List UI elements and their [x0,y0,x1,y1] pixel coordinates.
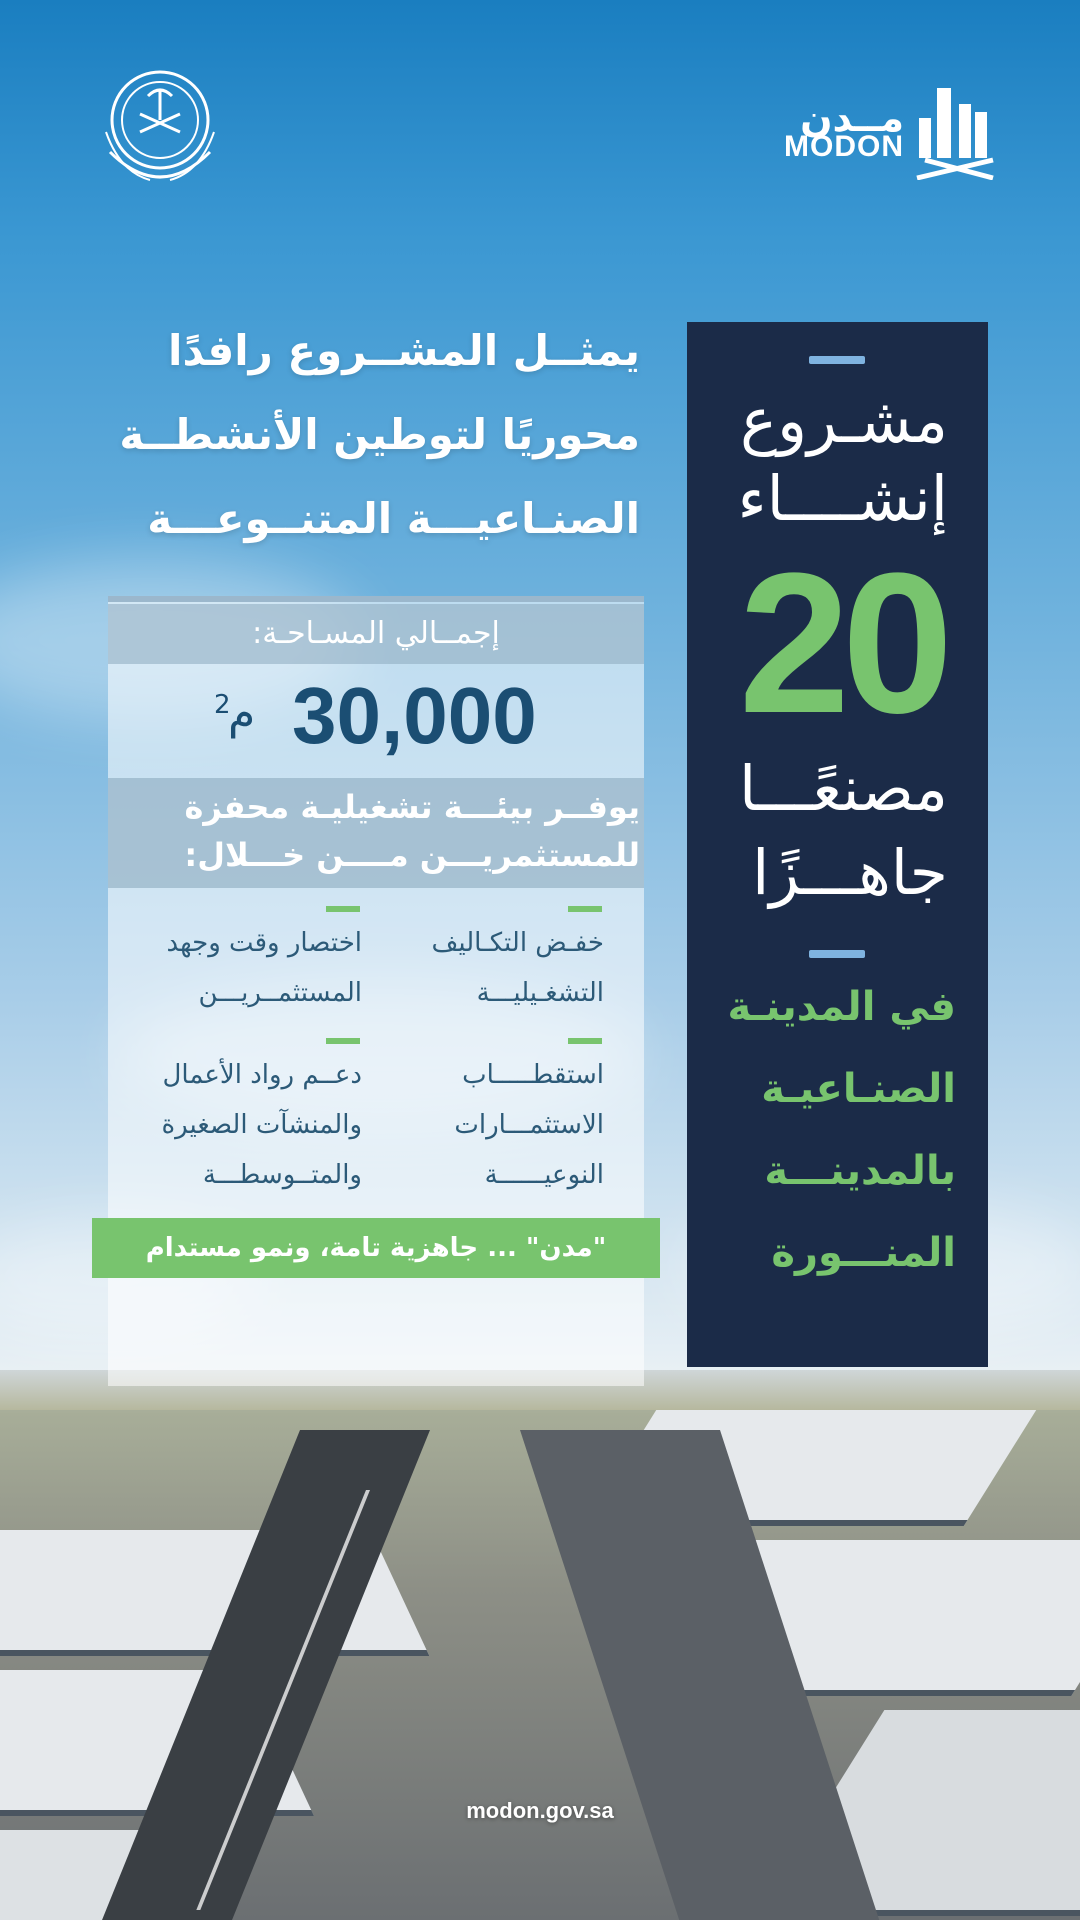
benefit-marker [326,1038,360,1044]
benefit-investment-line-2: الاستثمـــارات [454,1110,604,1140]
benefit-sme-line-3: والمتــوسطـــة [202,1160,362,1190]
modon-buildings-icon [915,78,995,180]
location-line-3: بالمدينـــة [764,1148,956,1194]
benefit-marker [568,906,602,912]
modon-logo-arabic: مــدن [800,96,904,140]
panel-divider [809,356,865,364]
panel-line-factory: مصنعًـــا [739,752,948,825]
benefit-investment-line-3: النوعيــــــة [484,1160,604,1190]
modon-logo-english: MODON [784,130,904,163]
total-area-value: 30,000 [292,671,537,760]
panel-line-project: مشـروع [740,384,948,457]
total-area-unit: م [228,688,256,739]
location-line-4: المنـــورة [771,1230,956,1276]
factory-count: 20 [738,532,946,755]
panel-line-ready: جاهـــزًا [752,836,948,909]
benefit-marker [326,906,360,912]
saudi-emblem-logo [90,62,230,192]
location-line-2: الصنـاعيـة [761,1066,956,1112]
benefit-cost-line-2: التشغـيليـــة [476,978,604,1008]
benefit-cost-line-1: خفـض التكـاليف [431,928,604,958]
panel-line-build: إنشــــاء [737,462,948,535]
slogan-banner: "مدن" ... جاهزية تامة، ونمو مستدام [92,1218,660,1278]
aerial-photo [0,1370,1080,1920]
headline-line-2: محوريًا لتوطين الأنشطــة [119,410,640,459]
headline-line-3: الصنـاعيـــة المتنــوعـــة [147,494,640,543]
benefit-time-line-2: المستثمــريـــن [198,978,362,1008]
benefit-time-line-1: اختصار وقت وجهد [166,928,362,958]
benefit-sme-line-1: دعــم رواد الأعمال [162,1060,362,1090]
total-area-label: إجمــالي المسـاحـة: [108,604,644,664]
info-box-topline [108,596,644,602]
benefit-investment-line-1: استقطـــــاب [462,1060,604,1090]
environment-line-2: للمستثمريـــن مــــن خـــلال: [184,836,640,874]
project-panel [687,322,988,1367]
environment-line-1: يوفــر بيئـــة تشغيليـة محفزة [184,788,640,826]
total-area-unit-exponent: 2 [214,690,231,720]
benefit-sme-line-2: والمنشآت الصغيرة [161,1110,362,1140]
website-url[interactable]: modon.gov.sa [466,1798,614,1823]
headline-line-1: يمثــل المشــروع رافدًا [168,326,640,375]
benefit-marker [568,1038,602,1044]
location-line-1: في المدينـة [727,984,956,1030]
panel-divider [809,950,865,958]
